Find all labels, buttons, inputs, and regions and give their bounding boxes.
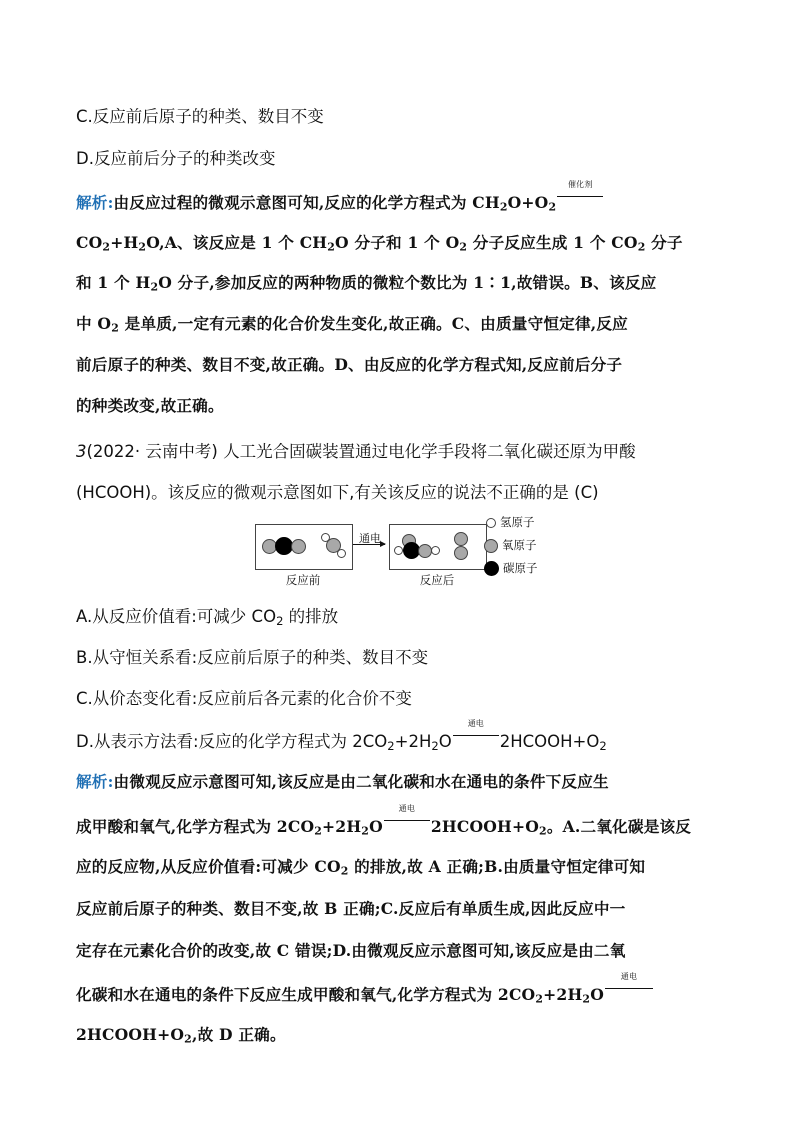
explanation-1-line-5: 前后原子的种类、数目不变,故正确。D、由反应的化学方程式知,反应前后分子 (76, 355, 623, 374)
q3-option-b: B.从守恒关系看:反应前后原子的种类、数目不变 (76, 648, 429, 667)
explanation-1-line-3: 和 1 个 $H_2O$ 分子,参加反应的两种物质的微粒个数比为 1∶1,故错误。B、该反应 (76, 273, 657, 294)
explanation-2-line-4: 反应前后原子的种类、数目不变,故 B 正确;C.反应后有单质生成,因此反应中一 (76, 899, 626, 918)
arrow-label: 通电 (359, 532, 381, 545)
reaction-arrow: 通电 (453, 729, 499, 743)
explanation-1-line-4: 中 $O_2$ 是单质,一定有元素的化合价发生变化,故正确。C、由质量守恒定律,反应 (76, 314, 628, 335)
explanation-2-line-3: 应的反应物,从反应价值看:可减少 $CO_2$ 的排放,故 A 正确;B.由质量守恒定律可知 (76, 857, 646, 878)
option-d: D.反应前后分子的种类改变 (76, 149, 276, 168)
before-box (255, 524, 353, 570)
explanation-tag: 解析: (76, 772, 114, 791)
explanation-1-line-2: $CO_2+H_2O,A$、该反应是 1 个 $CH_2O$ 分子和 1 个 $O_2$ 分子反应生成 1 个 $CO_2$ 分子 (76, 233, 683, 254)
q3-option-a: A.从反应价值看:可减少 $CO_2$ 的排放 (76, 607, 339, 628)
oxygen-atom (291, 539, 306, 554)
option-c: C.反应前后原子的种类、数目不变 (76, 107, 324, 126)
hydrogen-atom (321, 533, 330, 542)
legend-oxygen: 氧原子 (484, 537, 537, 553)
legend-carbon: 碳原子 (484, 560, 538, 576)
explanation-2-line-6: 化碳和水在通电的条件下反应生成甲酸和氧气,化学方程式为 $2CO_2+2H_2O$ 通电 (76, 982, 654, 1006)
question-number: 3 (76, 442, 87, 461)
explanation-2-line-5: 定存在元素化合价的改变,故 C 错误;D.由微观反应示意图可知,该反应是由二氧 (76, 941, 626, 960)
reaction-arrow: 催化剂 (557, 190, 603, 204)
after-box (389, 524, 487, 570)
explanation-1-line-6: 的种类改变,故正确。 (76, 396, 224, 415)
reaction-arrow (353, 544, 385, 545)
reaction-arrow: 通电 (384, 814, 430, 828)
oxygen-atom (454, 532, 468, 546)
explanation-2-line-2: 成甲酸和氧气,化学方程式为 $2CO_2+2H_2O$ 通电 $2HCOOH+O_2$。A.二氧化碳是该反 (76, 804, 692, 838)
hydrogen-atom (431, 546, 440, 555)
before-label: 反应前 (285, 573, 321, 587)
oxygen-atom (418, 544, 432, 558)
legend-hydrogen: 氢原子 (486, 514, 535, 530)
reaction-arrow: 通电 (605, 982, 653, 996)
q3-option-d: D.从表示方法看:反应的化学方程式为 $2CO_2+2H_2O$ 通电 $2HCOOH+O_2$ (76, 719, 607, 753)
text: 由反应过程的微观示意图可知,反应的化学方程式为 CH (113, 193, 500, 212)
question-3-line-1: 3(2022· 云南中考) 人工光合固碳装置通过电化学手段将二氧化碳还原为甲酸 (76, 442, 636, 461)
explanation-1-line-1: 解析:由反应过程的微观示意图可知,反应的化学方程式为 $CH_2O+O_2$ 催化剂 (76, 190, 604, 214)
q3-option-c: C.从价态变化看:反应前后各元素的化合价不变 (76, 689, 412, 708)
reaction-diagram (253, 520, 553, 590)
explanation-2-line-1: 解析:由微观反应示意图可知,该反应是由二氧化碳和水在通电的条件下反应生 (76, 772, 609, 791)
explanation-tag: 解析: (76, 193, 114, 212)
question-3-line-2: (HCOOH)。该反应的微观示意图如下,有关该反应的说法不正确的是 (C) (76, 483, 599, 502)
hydrogen-atom (394, 546, 403, 555)
explanation-2-line-7: $2HCOOH+O_2$,故 D 正确。 (76, 1025, 286, 1046)
oxygen-atom (454, 546, 468, 560)
hydrogen-atom (337, 549, 346, 558)
after-label: 反应后 (419, 573, 455, 587)
